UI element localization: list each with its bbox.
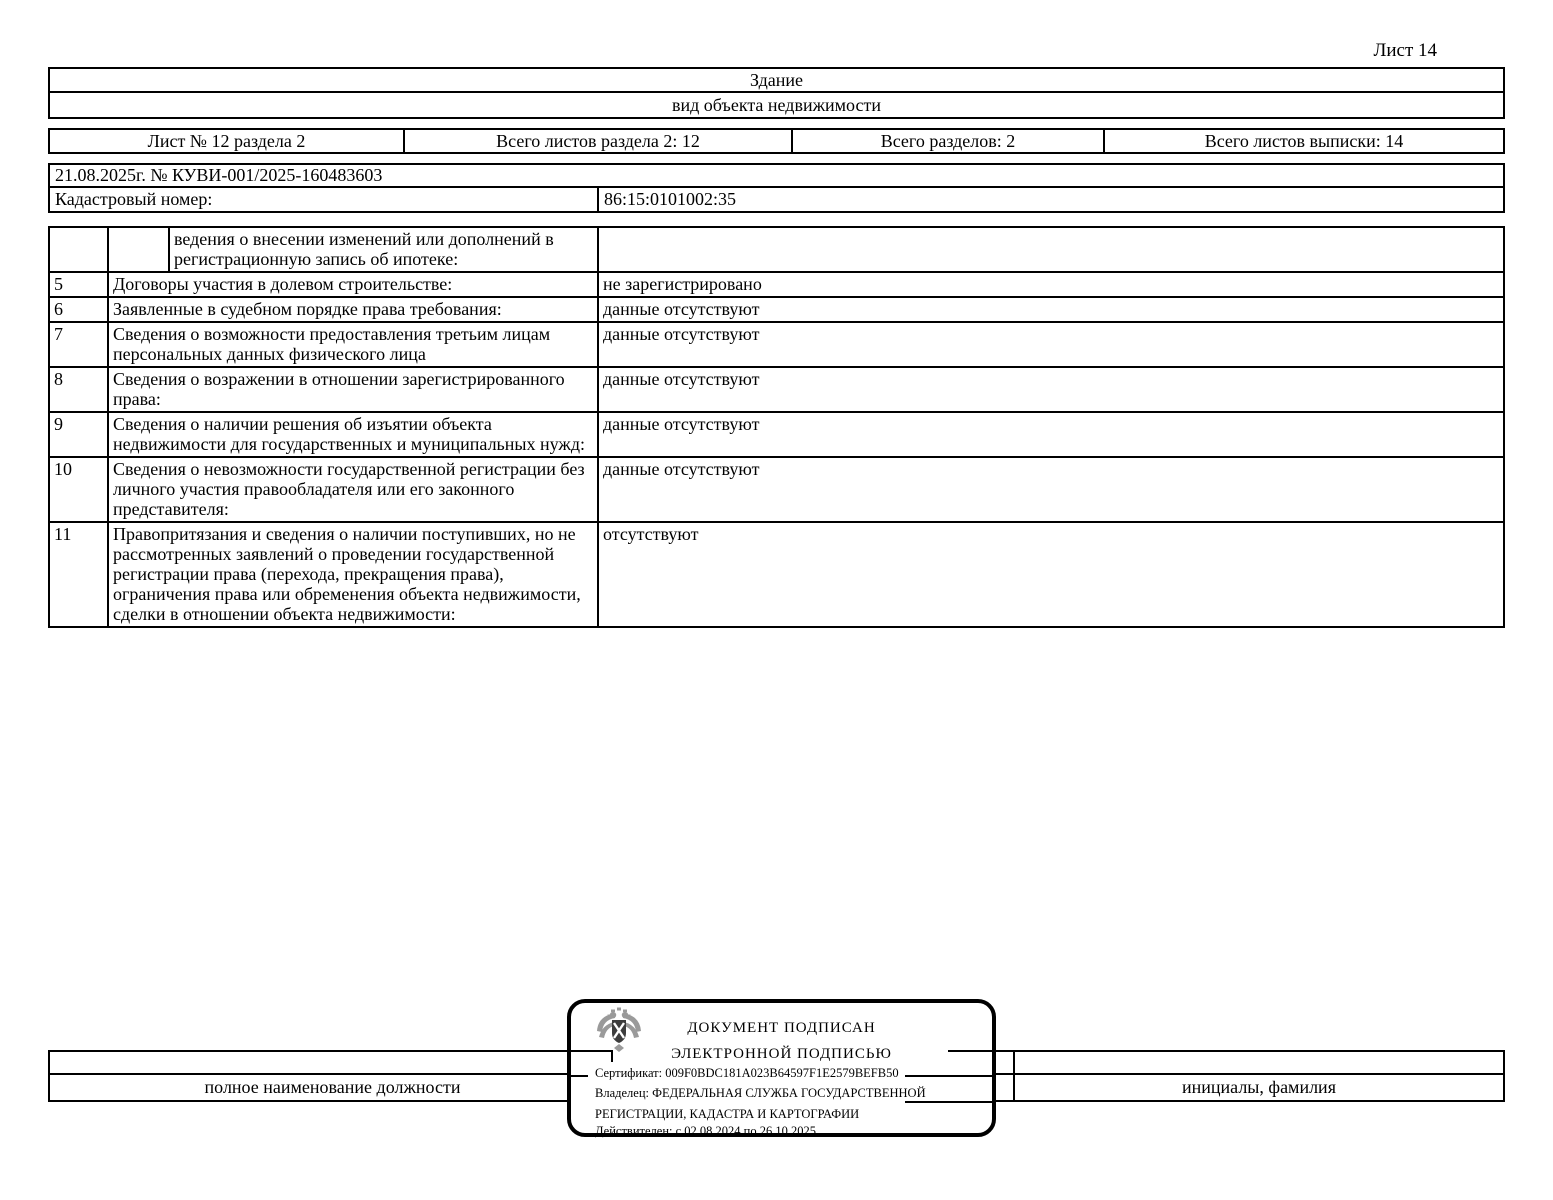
sheet-info-section-sheet: Лист № 12 раздела 2 [50,130,405,152]
stamp-owner-line2: РЕГИСТРАЦИИ, КАДАСТРА И КАРТОГРАФИИ [595,1107,860,1121]
object-type-box [48,67,1505,119]
row-label: Сведения о невозможности государственной регистрации без личного участия правообладателя или его законного представителя: [109,458,599,521]
row-label: Заявленные в судебном порядке права требования: [109,298,599,321]
cadastral-number-label: Кадастровый номер: [50,188,599,211]
row-value: данные отсутствуют [603,414,760,434]
table-row [50,458,1503,523]
sheet-info-sections-total: Всего разделов: 2 [793,130,1105,152]
row-label: Сведения о возможности предоставления третьим лицам персональных данных физического лица [109,323,599,366]
table-row [50,413,1503,458]
row-value [599,228,1503,271]
row-number: 11 [50,523,109,626]
row-number: 10 [50,458,109,521]
table-line-segment [571,1050,613,1052]
table-row [50,298,1503,323]
sheet-info-band [48,128,1505,154]
row-label: Правопритязания и сведения о наличии поступивших, но не рассмотренных заявлений о проведении государственной регистрации права (перехода, прекращения права), ограничения права или обременения объекта недвижимости, сделки в отношении объекта недвижимости: [109,523,599,626]
row-number: 7 [50,323,109,366]
row-label: Договоры участия в долевом строительстве: [109,273,599,296]
table-row [50,368,1503,413]
cadastral-number-value: 86:15:0101002:35 [604,189,737,209]
table-row [50,523,1503,626]
object-type-value: Здание [50,69,1503,93]
row-label: Сведения о наличии решения об изъятии объекта недвижимости для государственных и муниципальных нужд: [109,413,599,456]
row-value: данные отсутствуют [603,324,760,344]
row-label: Сведения о возражении в отношении зарегистрированного права: [109,368,599,411]
row-number [50,228,109,271]
row-value: данные отсутствуют [603,459,760,479]
object-type-caption: вид объекта недвижимости [672,94,881,115]
table-line-segment [905,1101,992,1103]
stamp-owner-line1: Владелец: ФЕДЕРАЛЬНАЯ СЛУЖБА ГОСУДАРСТВЕННОЙ [595,1086,926,1100]
extract-date-number: 21.08.2025г. № КУВИ-001/2025-160483603 [50,165,1503,188]
sheet-number: Лист 14 [1373,40,1437,61]
stamp-title-line2: ЭЛЕКТРОННОЙ ПОДПИСЬЮ [671,1046,892,1062]
row-value: отсутствуют [603,524,699,544]
row-subcell [109,228,170,271]
row-value: не зарегистрировано [603,274,762,294]
row-value: данные отсутствуют [603,369,760,389]
registry-table [48,226,1505,628]
stamp-title-line1: ДОКУМЕНТ ПОДПИСАН [687,1020,876,1036]
position-input-area [50,1052,617,1073]
table-row-continuation [50,228,1503,273]
table-line-segment [905,1075,992,1077]
digital-signature-stamp [567,999,996,1137]
row-label: ведения о внесении изменений или дополнений в регистрационную запись об ипотеке: [170,228,599,271]
position-label: полное наименование должности [50,1075,617,1100]
extract-meta-box [48,163,1505,213]
name-input-area [1015,1052,1503,1073]
stamp-validity: Действителен: с 02 08 2024 по 26 10 2025 [595,1124,816,1138]
name-label: инициалы, фамилия [1182,1077,1336,1097]
table-row [50,323,1503,368]
sheet-info-section-total: Всего листов раздела 2: 12 [405,130,793,152]
row-number: 9 [50,413,109,456]
row-number: 5 [50,273,109,296]
sheet-info-extract-total: Всего листов выписки: 14 [1204,130,1404,151]
stamp-certificate: Сертификат: 009F0BDC181A023B64597F1E2579BEFB50 [595,1066,899,1080]
table-line-segment [948,1050,992,1052]
row-number: 8 [50,368,109,411]
table-line-segment [571,1075,588,1077]
table-line-segment [611,1050,613,1062]
table-row [50,273,1503,298]
row-value: данные отсутствуют [603,299,760,319]
row-number: 6 [50,298,109,321]
